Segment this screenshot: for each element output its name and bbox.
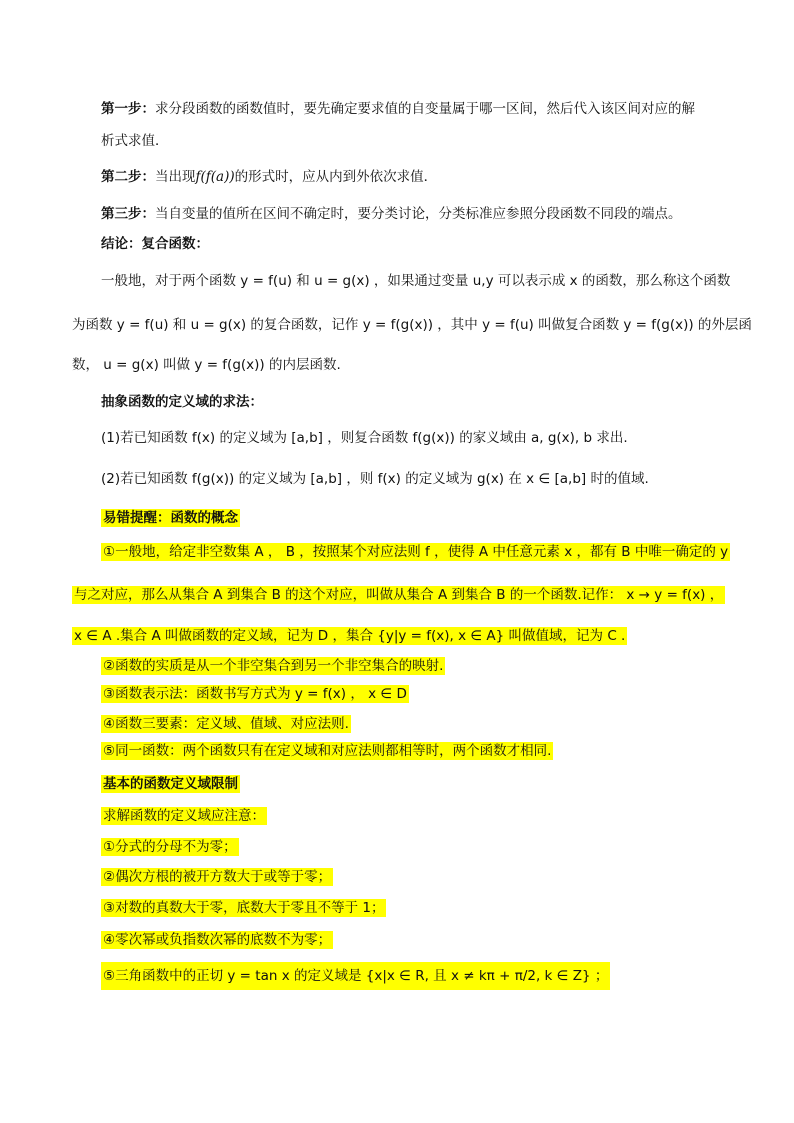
domain-limits-intro: 求解函数的定义域应注意： <box>103 808 265 824</box>
reminder-l7: ⑤同一函数：两个函数只有在定义域和对应法则都相等时，两个函数才相同. <box>103 743 552 759</box>
reminder-heading-row <box>101 507 240 529</box>
step3-label: 第三步： <box>101 206 155 222</box>
step3-text: 当自变量的值所在区间不确定时，要分类讨论，分类标准应参照分段函数不同段的端点。 <box>155 206 682 222</box>
step1-line <box>101 98 695 120</box>
reminder-l6-row <box>101 713 351 735</box>
domain-limits-r4: ④零次幂或负指数次幂的底数不为零； <box>103 932 332 948</box>
step2-text-b: 的形式时，应从内到外依次求值． <box>234 169 438 185</box>
domain-limits-r4-row <box>101 929 333 951</box>
reminder-heading: 易错提醒：函数的概念 <box>103 510 238 526</box>
domain-limits-intro-row <box>101 805 267 827</box>
composite-heading: 结论：复合函数： <box>101 236 209 252</box>
step2-formula: f(f(a)) <box>195 169 235 185</box>
step1-text: 求分段函数的函数值时，要先确定要求值的自变量属于哪一区间，然后代入该区间对应的解 <box>155 101 695 117</box>
reminder-l6: ④函数三要素：定义域、值域、对应法则. <box>103 716 349 732</box>
reminder-l3-row <box>72 625 627 647</box>
step2-line <box>101 166 437 188</box>
abstract-domain-item1: (1)若已知函数 f(x) 的定义域为 [a,b] ，则复合函数 f(g(x)) 的家义域由 a, g(x), b 求出. <box>101 430 628 446</box>
composite-p2: 为函数 y = f(u) 和 u = g(x) 的复合函数，记作 y = f(g(x)) ，其中 y = f(u) 叫做复合函数 y = f(g(x)) 的外层函 <box>72 317 752 333</box>
reminder-l1-row <box>101 541 730 563</box>
abstract-domain-item2: (2)若已知函数 f(g(x)) 的定义域为 [a,b] ，则 f(x) 的定义域为 g(x) 在 x ∈ [a,b] 时的值域. <box>101 471 649 487</box>
domain-limits-r3: ③对数的真数大于零，底数大于零且不等于 1； <box>103 900 385 916</box>
step3-line <box>101 203 682 225</box>
reminder-l5-row <box>101 683 409 705</box>
reminder-l2-row <box>72 584 725 606</box>
domain-limits-heading: 基本的函数定义域限制 <box>103 776 238 792</box>
step1-continuation: 析式求值． <box>101 133 169 149</box>
reminder-l3: x ∈ A .集合 A 叫做函数的定义域，记为 D ，集合 {y|y = f(x), x ∈ A} 叫做值域，记为 C . <box>74 628 626 644</box>
domain-limits-r5-row <box>101 965 610 987</box>
abstract-domain-heading: 抽象函数的定义域的求法： <box>101 394 263 410</box>
step1-label: 第一步： <box>101 101 155 117</box>
step2-text-a: 当出现 <box>155 169 196 185</box>
reminder-l7-row <box>101 740 553 762</box>
step2-label: 第二步： <box>101 169 155 185</box>
domain-limits-r2-row <box>101 866 333 888</box>
domain-limits-r1: ①分式的分母不为零； <box>103 839 237 855</box>
domain-limits-r2: ②偶次方根的被开方数大于或等于零； <box>103 869 332 885</box>
reminder-l5: ③函数表示法：函数书写方式为 y = f(x) ， x ∈ D <box>103 686 407 702</box>
reminder-l1: ①一般地，给定非空数集 A ， B ，按照某个对应法则 f ，使得 A 中任意元素 x ，都有 B 中唯一确定的 y <box>103 544 729 560</box>
reminder-l2: 与之对应，那么从集合 A 到集合 B 的这个对应，叫做从集合 A 到集合 B 的一个函数.记作： x → y = f(x) ， <box>74 587 724 603</box>
domain-limits-r3-row <box>101 897 386 919</box>
reminder-l4: ②函数的实质是从一个非空集合到另一个非空集合的映射. <box>103 658 444 674</box>
reminder-l4-row <box>101 655 445 677</box>
domain-limits-heading-row <box>101 773 240 795</box>
domain-limits-r1-row <box>101 836 239 858</box>
composite-p1: 一般地，对于两个函数 y = f(u) 和 u = g(x) ，如果通过变量 u,y 可以表示成 x 的函数，那么称这个函数 <box>101 273 731 289</box>
domain-limits-r5: ⑤三角函数中的正切 y = tan x 的定义域是 {x|x ∈ R, 且 x ≠ kπ + π/2, k ∈ Z} ； <box>101 962 610 990</box>
composite-p3: 数， u = g(x) 叫做 y = f(g(x)) 的内层函数. <box>72 357 341 373</box>
